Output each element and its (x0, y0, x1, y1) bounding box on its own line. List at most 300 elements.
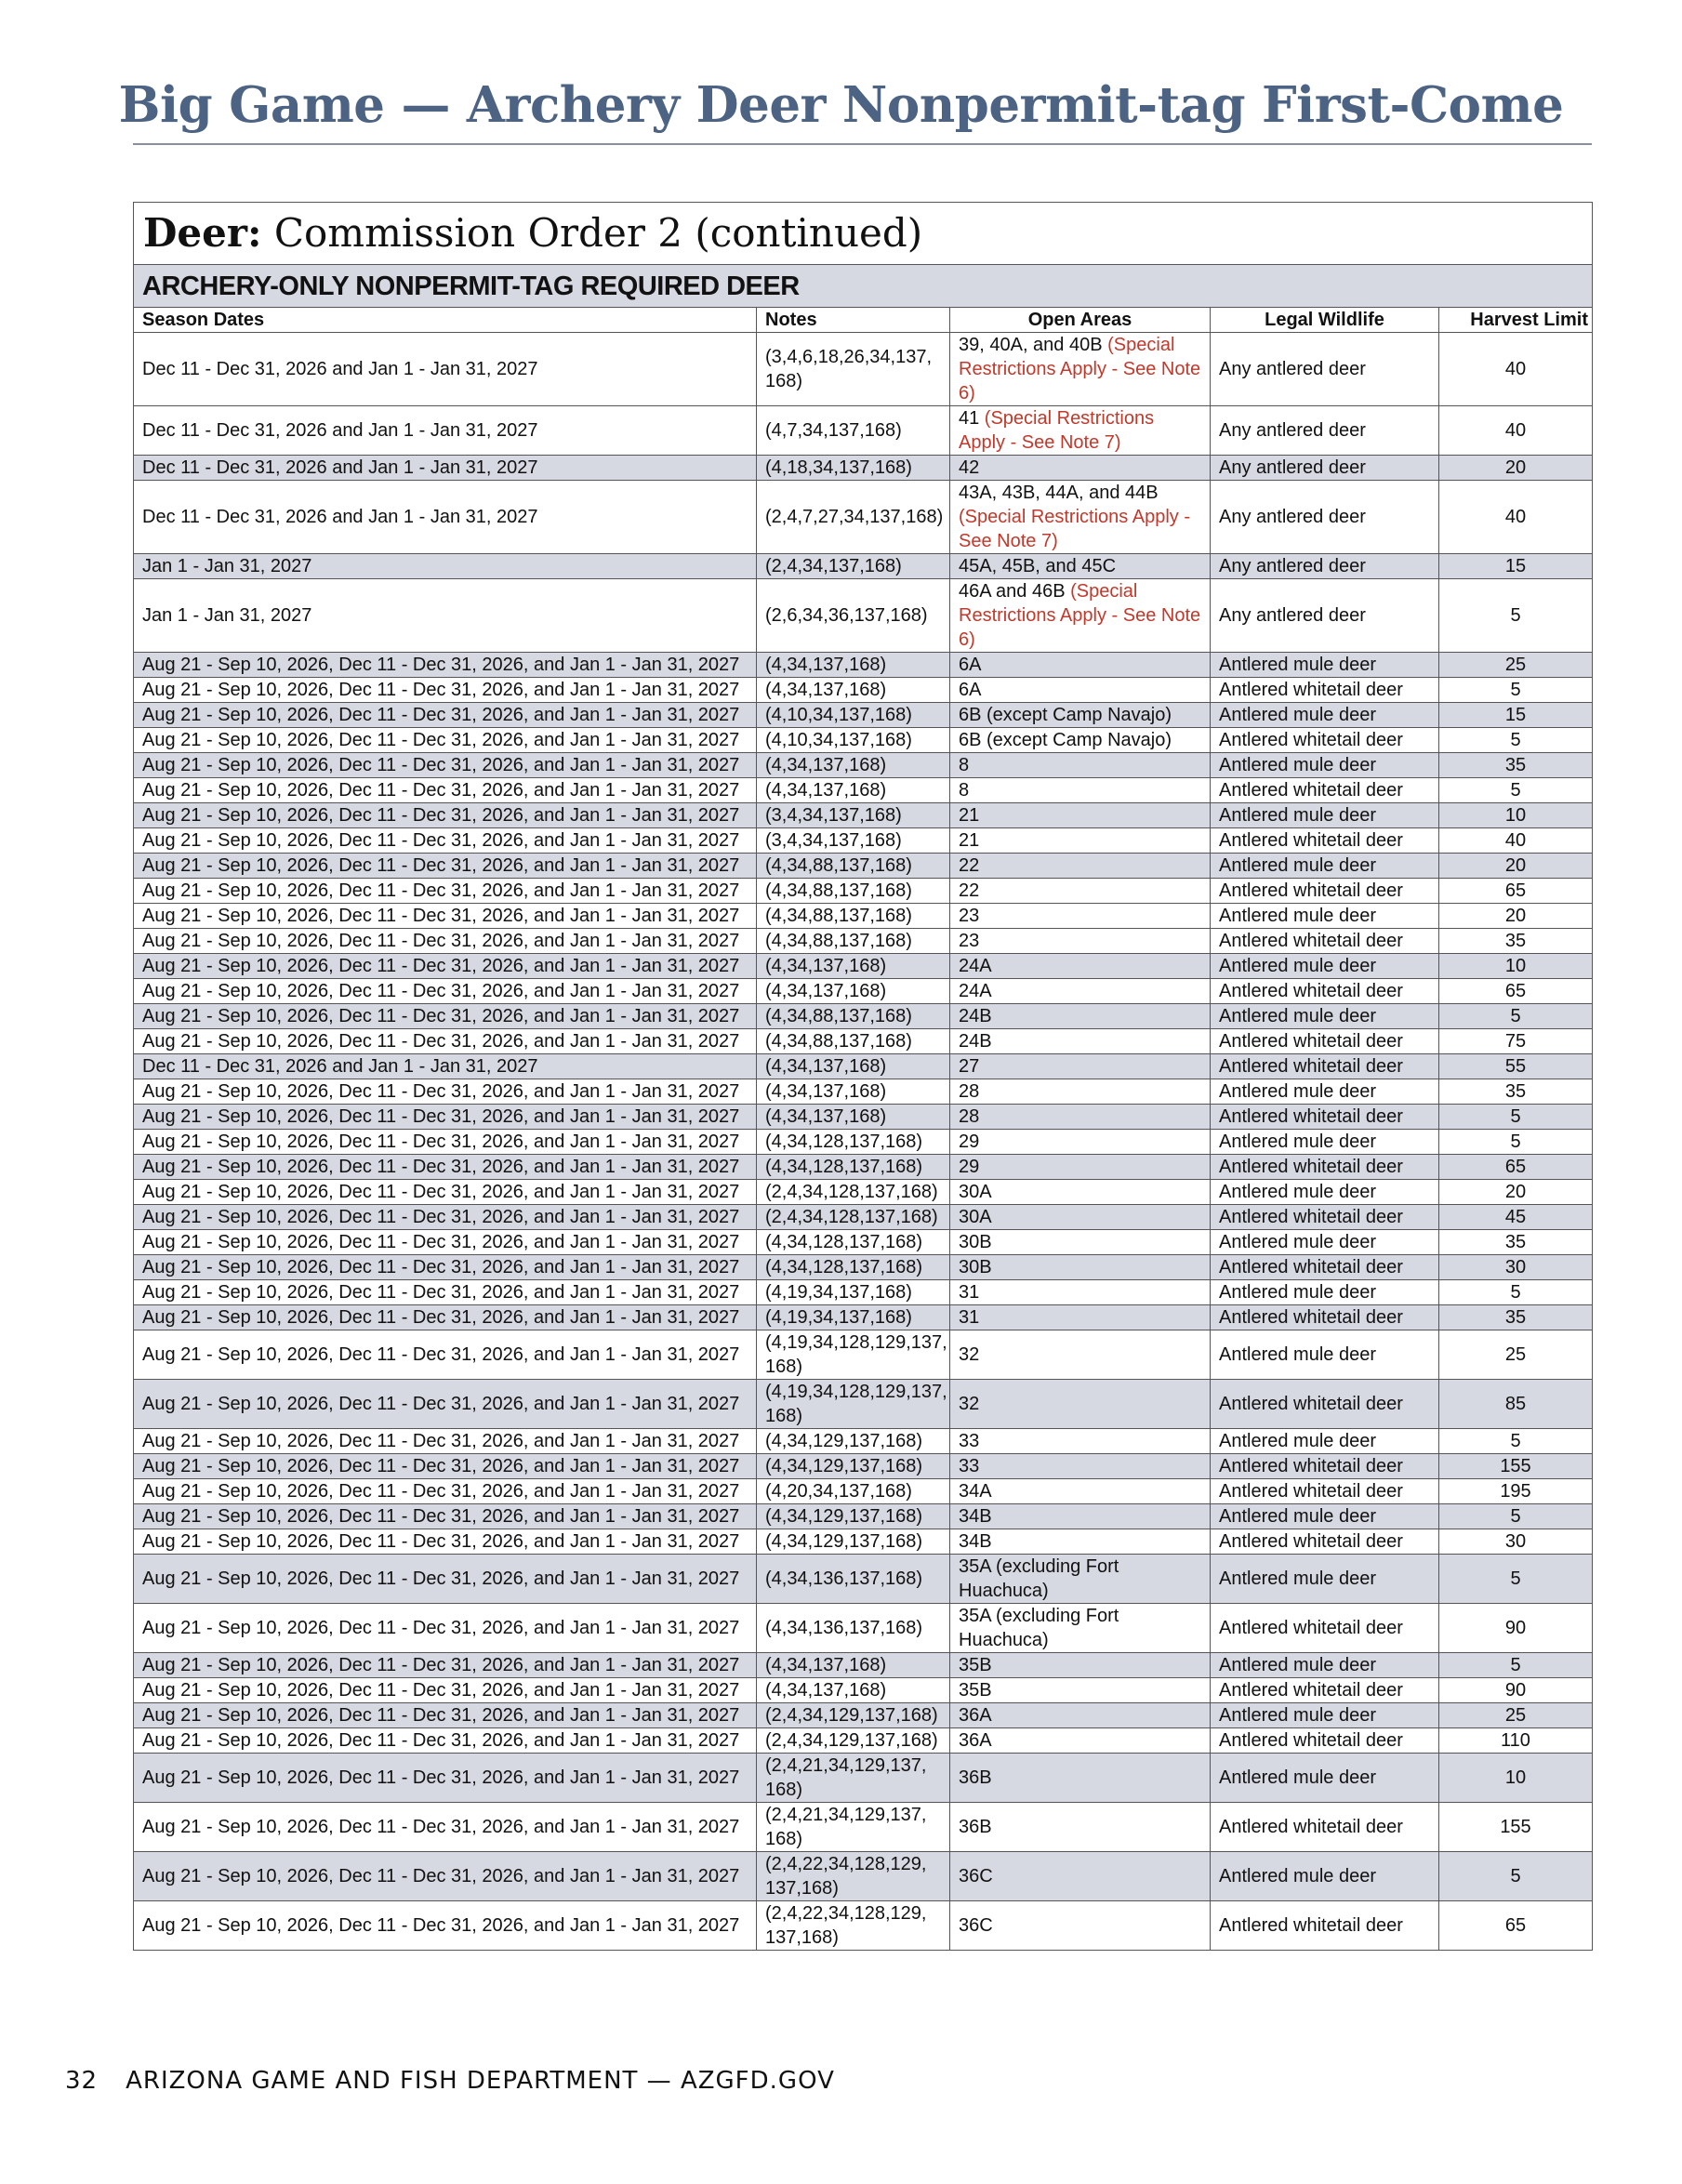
harvest-limit-cell: 155 (1439, 1454, 1593, 1479)
open-areas-cell (950, 1130, 1211, 1155)
open-area-label: 29 (959, 1132, 980, 1152)
table-title-row (134, 203, 1593, 265)
notes-cell: (4,34,137,168) (757, 954, 950, 979)
open-area-label: 30A (959, 1182, 992, 1202)
harvest-limit-cell: 65 (1439, 879, 1593, 904)
legal-wildlife-cell: Antlered mule deer (1211, 753, 1439, 778)
table-row (134, 1305, 1593, 1330)
open-area-label: 33 (959, 1456, 980, 1476)
open-area-label: 24A (959, 981, 992, 1001)
open-areas-cell (950, 728, 1211, 753)
season-dates-cell: Aug 21 - Sep 10, 2026, Dec 11 - Dec 31, 2026, and Jan 1 - Jan 31, 2027 (134, 1105, 757, 1130)
table-row (134, 1255, 1593, 1280)
notes-cell: (2,4,34,129,137,168) (757, 1728, 950, 1754)
harvest-limit-cell: 85 (1439, 1380, 1593, 1429)
harvest-limit-cell: 5 (1439, 1555, 1593, 1604)
open-area-label: 6A (959, 655, 982, 675)
harvest-limit-cell: 5 (1439, 579, 1593, 653)
harvest-limit-cell: 5 (1439, 1504, 1593, 1529)
legal-wildlife-cell: Antlered whitetail deer (1211, 728, 1439, 753)
open-area-label: 35B (959, 1655, 992, 1675)
harvest-limit-cell: 35 (1439, 929, 1593, 954)
legal-wildlife-cell: Antlered whitetail deer (1211, 1205, 1439, 1230)
open-area-label: 21 (959, 830, 980, 851)
open-area-label: 39, 40A, and 40B (959, 335, 1103, 355)
open-areas-cell (950, 333, 1211, 406)
harvest-limit-cell: 55 (1439, 1054, 1593, 1079)
open-area-label: 35A (excluding Fort Huachuca) (959, 1556, 1119, 1601)
page-footer (65, 2067, 835, 2095)
regulations-table (133, 202, 1593, 1951)
notes-cell: (4,10,34,137,168) (757, 703, 950, 728)
harvest-limit-cell: 40 (1439, 333, 1593, 406)
notes-cell: (4,34,129,137,168) (757, 1504, 950, 1529)
notes-cell: (4,19,34,128,129,137, 168) (757, 1380, 950, 1429)
open-area-label: 6B (except Camp Navajo) (959, 730, 1172, 750)
season-dates-cell: Aug 21 - Sep 10, 2026, Dec 11 - Dec 31, 2026, and Jan 1 - Jan 31, 2027 (134, 1504, 757, 1529)
notes-cell: (4,19,34,137,168) (757, 1305, 950, 1330)
notes-cell: (4,34,137,168) (757, 1054, 950, 1079)
season-dates-cell: Jan 1 - Jan 31, 2027 (134, 554, 757, 579)
harvest-limit-cell: 5 (1439, 1105, 1593, 1130)
open-areas-cell (950, 1555, 1211, 1604)
open-areas-cell (950, 1330, 1211, 1380)
harvest-limit-cell: 10 (1439, 803, 1593, 828)
open-areas-cell (950, 554, 1211, 579)
open-areas-cell (950, 1380, 1211, 1429)
open-area-label: 33 (959, 1431, 980, 1451)
notes-cell: (2,6,34,36,137,168) (757, 579, 950, 653)
season-dates-cell: Aug 21 - Sep 10, 2026, Dec 11 - Dec 31, 2026, and Jan 1 - Jan 31, 2027 (134, 1529, 757, 1555)
harvest-limit-cell: 40 (1439, 406, 1593, 456)
season-dates-cell: Aug 21 - Sep 10, 2026, Dec 11 - Dec 31, 2026, and Jan 1 - Jan 31, 2027 (134, 653, 757, 678)
notes-cell: (4,34,128,137,168) (757, 1255, 950, 1280)
table-row (134, 1155, 1593, 1180)
legal-wildlife-cell: Antlered whitetail deer (1211, 1479, 1439, 1504)
legal-wildlife-cell: Antlered whitetail deer (1211, 1454, 1439, 1479)
table-row (134, 753, 1593, 778)
special-restriction-note: (Special Restrictions Apply - See Note 7) (959, 408, 1155, 453)
legal-wildlife-cell: Antlered mule deer (1211, 1754, 1439, 1803)
open-area-label: 21 (959, 805, 980, 826)
harvest-limit-cell: 20 (1439, 854, 1593, 879)
open-area-label: 34B (959, 1506, 992, 1527)
open-area-label: 35A (excluding Fort Huachuca) (959, 1606, 1119, 1650)
harvest-limit-cell: 195 (1439, 1479, 1593, 1504)
open-area-label: 42 (959, 457, 980, 478)
legal-wildlife-cell: Antlered mule deer (1211, 1555, 1439, 1604)
open-area-label: 8 (959, 780, 970, 801)
notes-cell: (4,34,88,137,168) (757, 929, 950, 954)
table-row (134, 703, 1593, 728)
harvest-limit-cell: 45 (1439, 1205, 1593, 1230)
notes-cell: (4,34,137,168) (757, 753, 950, 778)
table-row (134, 1504, 1593, 1529)
season-dates-cell: Aug 21 - Sep 10, 2026, Dec 11 - Dec 31, 2026, and Jan 1 - Jan 31, 2027 (134, 1901, 757, 1951)
open-areas-cell (950, 1852, 1211, 1901)
table-row (134, 1380, 1593, 1429)
open-areas-cell (950, 406, 1211, 456)
harvest-limit-cell: 20 (1439, 456, 1593, 481)
notes-cell: (4,34,137,168) (757, 1678, 950, 1703)
season-dates-cell: Aug 21 - Sep 10, 2026, Dec 11 - Dec 31, 2026, and Jan 1 - Jan 31, 2027 (134, 1029, 757, 1054)
open-areas-cell (950, 1754, 1211, 1803)
table-row (134, 854, 1593, 879)
table-row (134, 1803, 1593, 1852)
season-dates-cell: Aug 21 - Sep 10, 2026, Dec 11 - Dec 31, 2026, and Jan 1 - Jan 31, 2027 (134, 678, 757, 703)
legal-wildlife-cell: Antlered whitetail deer (1211, 1029, 1439, 1054)
open-areas-cell (950, 1479, 1211, 1504)
legal-wildlife-cell: Antlered mule deer (1211, 803, 1439, 828)
table-row (134, 1901, 1593, 1951)
column-header-row (134, 308, 1593, 333)
season-dates-cell: Aug 21 - Sep 10, 2026, Dec 11 - Dec 31, 2026, and Jan 1 - Jan 31, 2027 (134, 1280, 757, 1305)
season-dates-cell: Aug 21 - Sep 10, 2026, Dec 11 - Dec 31, 2026, and Jan 1 - Jan 31, 2027 (134, 1330, 757, 1380)
legal-wildlife-cell: Antlered mule deer (1211, 954, 1439, 979)
legal-wildlife-cell: Antlered mule deer (1211, 703, 1439, 728)
harvest-limit-cell: 35 (1439, 1079, 1593, 1105)
notes-cell: (4,10,34,137,168) (757, 728, 950, 753)
open-area-label: 35B (959, 1680, 992, 1701)
legal-wildlife-cell: Antlered whitetail deer (1211, 1105, 1439, 1130)
harvest-limit-cell: 10 (1439, 1754, 1593, 1803)
legal-wildlife-cell: Antlered mule deer (1211, 1330, 1439, 1380)
open-area-label: 22 (959, 880, 980, 901)
legal-wildlife-cell: Antlered mule deer (1211, 1230, 1439, 1255)
harvest-limit-cell: 20 (1439, 904, 1593, 929)
season-dates-cell: Aug 21 - Sep 10, 2026, Dec 11 - Dec 31, 2026, and Jan 1 - Jan 31, 2027 (134, 1479, 757, 1504)
legal-wildlife-cell: Antlered whitetail deer (1211, 929, 1439, 954)
open-areas-cell (950, 1678, 1211, 1703)
harvest-limit-cell: 5 (1439, 1004, 1593, 1029)
notes-cell: (4,34,137,168) (757, 653, 950, 678)
table-body (134, 333, 1593, 1951)
open-area-label: 24B (959, 1006, 992, 1026)
legal-wildlife-cell: Antlered whitetail deer (1211, 979, 1439, 1004)
table-row (134, 1280, 1593, 1305)
legal-wildlife-cell: Antlered whitetail deer (1211, 1529, 1439, 1555)
open-areas-cell (950, 879, 1211, 904)
notes-cell: (4,34,137,168) (757, 1653, 950, 1678)
notes-cell: (4,34,137,168) (757, 778, 950, 803)
open-area-label: 23 (959, 906, 980, 926)
special-restriction-note: (Special Restrictions Apply - See Note 6) (959, 581, 1201, 650)
notes-cell: (4,34,129,137,168) (757, 1454, 950, 1479)
open-area-label: 24A (959, 956, 992, 976)
notes-cell: (2,4,34,128,137,168) (757, 1205, 950, 1230)
open-areas-cell (950, 1604, 1211, 1653)
open-areas-cell (950, 1305, 1211, 1330)
open-areas-cell (950, 678, 1211, 703)
season-dates-cell: Aug 21 - Sep 10, 2026, Dec 11 - Dec 31, 2026, and Jan 1 - Jan 31, 2027 (134, 1380, 757, 1429)
table-row (134, 1205, 1593, 1230)
open-areas-cell (950, 1004, 1211, 1029)
legal-wildlife-cell: Antlered mule deer (1211, 1703, 1439, 1728)
legal-wildlife-cell: Antlered whitetail deer (1211, 1901, 1439, 1951)
table-row (134, 879, 1593, 904)
regulations-table-container (133, 202, 1592, 1951)
legal-wildlife-cell: Antlered mule deer (1211, 1130, 1439, 1155)
open-area-label: 23 (959, 931, 980, 951)
harvest-limit-cell: 5 (1439, 1852, 1593, 1901)
legal-wildlife-cell: Any antlered deer (1211, 579, 1439, 653)
page-title: Big Game — Archery Deer Nonpermit-tag First-Come (118, 76, 1564, 134)
legal-wildlife-cell: Antlered mule deer (1211, 653, 1439, 678)
season-dates-cell: Aug 21 - Sep 10, 2026, Dec 11 - Dec 31, 2026, and Jan 1 - Jan 31, 2027 (134, 1205, 757, 1230)
table-row (134, 1429, 1593, 1454)
legal-wildlife-cell: Antlered whitetail deer (1211, 1728, 1439, 1754)
harvest-limit-cell: 15 (1439, 554, 1593, 579)
open-area-label: 29 (959, 1157, 980, 1177)
harvest-limit-cell: 35 (1439, 1305, 1593, 1330)
notes-cell: (4,34,88,137,168) (757, 1029, 950, 1054)
harvest-limit-cell: 35 (1439, 1230, 1593, 1255)
table-row (134, 1029, 1593, 1054)
season-dates-cell: Aug 21 - Sep 10, 2026, Dec 11 - Dec 31, 2026, and Jan 1 - Jan 31, 2027 (134, 854, 757, 879)
open-area-label: 34A (959, 1481, 992, 1502)
notes-cell: (3,4,6,18,26,34,137, 168) (757, 333, 950, 406)
table-row (134, 579, 1593, 653)
title-divider (133, 143, 1592, 145)
open-areas-cell (950, 703, 1211, 728)
table-row (134, 1180, 1593, 1205)
open-areas-cell (950, 1653, 1211, 1678)
notes-cell: (4,7,34,137,168) (757, 406, 950, 456)
legal-wildlife-cell: Antlered mule deer (1211, 904, 1439, 929)
notes-cell: (4,34,137,168) (757, 678, 950, 703)
open-area-label: 36A (959, 1730, 992, 1751)
legal-wildlife-cell: Antlered mule deer (1211, 854, 1439, 879)
table-row (134, 904, 1593, 929)
open-area-label: 31 (959, 1282, 980, 1303)
harvest-limit-cell: 25 (1439, 1703, 1593, 1728)
harvest-limit-cell: 30 (1439, 1255, 1593, 1280)
table-row (134, 803, 1593, 828)
harvest-limit-cell: 40 (1439, 481, 1593, 554)
harvest-limit-cell: 65 (1439, 1901, 1593, 1951)
open-areas-cell (950, 1454, 1211, 1479)
table-row (134, 929, 1593, 954)
open-areas-cell (950, 854, 1211, 879)
open-area-label: 27 (959, 1056, 980, 1077)
table-row (134, 653, 1593, 678)
notes-cell: (2,4,22,34,128,129, 137,168) (757, 1852, 950, 1901)
season-dates-cell: Aug 21 - Sep 10, 2026, Dec 11 - Dec 31, 2026, and Jan 1 - Jan 31, 2027 (134, 1678, 757, 1703)
table-row (134, 954, 1593, 979)
column-header-notes: Notes (757, 308, 950, 333)
legal-wildlife-cell: Antlered mule deer (1211, 1079, 1439, 1105)
open-areas-cell (950, 1280, 1211, 1305)
footer-text: ARIZONA GAME AND FISH DEPARTMENT — AZGFD.GOV (126, 2067, 835, 2095)
legal-wildlife-cell: Antlered mule deer (1211, 1653, 1439, 1678)
column-header-open-areas: Open Areas (950, 308, 1211, 333)
table-title-bold: Deer: (143, 210, 262, 256)
season-dates-cell: Aug 21 - Sep 10, 2026, Dec 11 - Dec 31, 2026, and Jan 1 - Jan 31, 2027 (134, 1803, 757, 1852)
notes-cell: (4,34,88,137,168) (757, 854, 950, 879)
column-header-harvest-limit: Harvest Limit (1439, 308, 1593, 333)
open-area-label: 36B (959, 1817, 992, 1837)
legal-wildlife-cell: Antlered mule deer (1211, 1180, 1439, 1205)
table-row (134, 456, 1593, 481)
table-row (134, 678, 1593, 703)
notes-cell: (2,4,34,129,137,168) (757, 1703, 950, 1728)
page-number: 32 (65, 2067, 99, 2095)
open-area-label: 28 (959, 1106, 980, 1127)
open-area-label: 36C (959, 1866, 993, 1886)
open-areas-cell (950, 579, 1211, 653)
section-title: ARCHERY-ONLY NONPERMIT-TAG REQUIRED DEER (134, 265, 1593, 308)
open-areas-cell (950, 929, 1211, 954)
notes-cell: (4,18,34,137,168) (757, 456, 950, 481)
season-dates-cell: Aug 21 - Sep 10, 2026, Dec 11 - Dec 31, 2026, and Jan 1 - Jan 31, 2027 (134, 1079, 757, 1105)
open-areas-cell (950, 1029, 1211, 1054)
notes-cell: (4,34,128,137,168) (757, 1155, 950, 1180)
season-dates-cell: Aug 21 - Sep 10, 2026, Dec 11 - Dec 31, 2026, and Jan 1 - Jan 31, 2027 (134, 1004, 757, 1029)
harvest-limit-cell: 5 (1439, 778, 1593, 803)
special-restriction-note: (Special Restrictions Apply - See Note 6) (959, 335, 1201, 404)
season-dates-cell: Aug 21 - Sep 10, 2026, Dec 11 - Dec 31, 2026, and Jan 1 - Jan 31, 2027 (134, 1429, 757, 1454)
open-area-label: 8 (959, 755, 970, 775)
season-dates-cell: Aug 21 - Sep 10, 2026, Dec 11 - Dec 31, 2026, and Jan 1 - Jan 31, 2027 (134, 1255, 757, 1280)
table-row (134, 778, 1593, 803)
table-row (134, 1604, 1593, 1653)
notes-cell: (2,4,34,128,137,168) (757, 1180, 950, 1205)
notes-cell: (4,34,88,137,168) (757, 1004, 950, 1029)
column-header-legal-wildlife: Legal Wildlife (1211, 308, 1439, 333)
open-areas-cell (950, 1155, 1211, 1180)
table-row (134, 1230, 1593, 1255)
notes-cell: (2,4,22,34,128,129, 137,168) (757, 1901, 950, 1951)
open-area-label: 28 (959, 1081, 980, 1102)
harvest-limit-cell: 15 (1439, 703, 1593, 728)
legal-wildlife-cell: Antlered whitetail deer (1211, 828, 1439, 854)
season-dates-cell: Aug 21 - Sep 10, 2026, Dec 11 - Dec 31, 2026, and Jan 1 - Jan 31, 2027 (134, 1604, 757, 1653)
notes-cell: (3,4,34,137,168) (757, 803, 950, 828)
harvest-limit-cell: 20 (1439, 1180, 1593, 1205)
notes-cell: (2,4,21,34,129,137, 168) (757, 1803, 950, 1852)
table-title (134, 203, 1593, 265)
open-area-label: 30A (959, 1207, 992, 1227)
open-areas-cell (950, 1205, 1211, 1230)
season-dates-cell: Dec 11 - Dec 31, 2026 and Jan 1 - Jan 31, 2027 (134, 333, 757, 406)
table-row (134, 1479, 1593, 1504)
table-row (134, 1555, 1593, 1604)
open-area-label: 32 (959, 1344, 980, 1365)
harvest-limit-cell: 5 (1439, 678, 1593, 703)
open-areas-cell (950, 1901, 1211, 1951)
legal-wildlife-cell: Antlered whitetail deer (1211, 1803, 1439, 1852)
legal-wildlife-cell: Antlered whitetail deer (1211, 1604, 1439, 1653)
notes-cell: (4,34,137,168) (757, 1105, 950, 1130)
open-area-label: 45A, 45B, and 45C (959, 556, 1117, 576)
season-dates-cell: Dec 11 - Dec 31, 2026 and Jan 1 - Jan 31, 2027 (134, 1054, 757, 1079)
open-area-label: 34B (959, 1531, 992, 1552)
notes-cell: (4,34,137,168) (757, 979, 950, 1004)
notes-cell: (4,34,137,168) (757, 1079, 950, 1105)
table-row (134, 1330, 1593, 1380)
notes-cell: (4,19,34,137,168) (757, 1280, 950, 1305)
season-dates-cell: Aug 21 - Sep 10, 2026, Dec 11 - Dec 31, 2026, and Jan 1 - Jan 31, 2027 (134, 1754, 757, 1803)
table-row (134, 1703, 1593, 1728)
table-row (134, 979, 1593, 1004)
open-areas-cell (950, 753, 1211, 778)
open-areas-cell (950, 954, 1211, 979)
legal-wildlife-cell: Any antlered deer (1211, 481, 1439, 554)
harvest-limit-cell: 155 (1439, 1803, 1593, 1852)
table-row (134, 1529, 1593, 1555)
table-row (134, 828, 1593, 854)
harvest-limit-cell: 5 (1439, 728, 1593, 753)
legal-wildlife-cell: Any antlered deer (1211, 554, 1439, 579)
season-dates-cell: Dec 11 - Dec 31, 2026 and Jan 1 - Jan 31, 2027 (134, 456, 757, 481)
table-row (134, 1454, 1593, 1479)
legal-wildlife-cell: Antlered whitetail deer (1211, 1678, 1439, 1703)
open-areas-cell (950, 1255, 1211, 1280)
harvest-limit-cell: 40 (1439, 828, 1593, 854)
open-area-label: 41 (959, 408, 980, 429)
legal-wildlife-cell: Antlered mule deer (1211, 1852, 1439, 1901)
open-area-label: 43A, 43B, 44A, and 44B (959, 483, 1159, 503)
open-area-label: 36C (959, 1915, 993, 1936)
open-areas-cell (950, 1728, 1211, 1754)
legal-wildlife-cell: Antlered mule deer (1211, 1004, 1439, 1029)
open-areas-cell (950, 1803, 1211, 1852)
legal-wildlife-cell: Any antlered deer (1211, 333, 1439, 406)
season-dates-cell: Aug 21 - Sep 10, 2026, Dec 11 - Dec 31, 2026, and Jan 1 - Jan 31, 2027 (134, 1728, 757, 1754)
notes-cell: (2,4,34,137,168) (757, 554, 950, 579)
season-dates-cell: Aug 21 - Sep 10, 2026, Dec 11 - Dec 31, 2026, and Jan 1 - Jan 31, 2027 (134, 778, 757, 803)
open-area-label: 30B (959, 1232, 992, 1252)
open-areas-cell (950, 1703, 1211, 1728)
open-areas-cell (950, 1180, 1211, 1205)
harvest-limit-cell: 25 (1439, 653, 1593, 678)
harvest-limit-cell: 10 (1439, 954, 1593, 979)
table-row (134, 728, 1593, 753)
season-dates-cell: Aug 21 - Sep 10, 2026, Dec 11 - Dec 31, 2026, and Jan 1 - Jan 31, 2027 (134, 803, 757, 828)
legal-wildlife-cell: Antlered mule deer (1211, 1280, 1439, 1305)
legal-wildlife-cell: Antlered whitetail deer (1211, 1255, 1439, 1280)
notes-cell: (4,34,88,137,168) (757, 904, 950, 929)
legal-wildlife-cell: Antlered whitetail deer (1211, 1380, 1439, 1429)
notes-cell: (3,4,34,137,168) (757, 828, 950, 854)
season-dates-cell: Aug 21 - Sep 10, 2026, Dec 11 - Dec 31, 2026, and Jan 1 - Jan 31, 2027 (134, 828, 757, 854)
open-areas-cell (950, 904, 1211, 929)
harvest-limit-cell: 30 (1439, 1529, 1593, 1555)
open-areas-cell (950, 1054, 1211, 1079)
table-row (134, 1653, 1593, 1678)
open-area-label: 22 (959, 855, 980, 876)
open-area-label: 6A (959, 680, 982, 700)
season-dates-cell: Aug 21 - Sep 10, 2026, Dec 11 - Dec 31, 2026, and Jan 1 - Jan 31, 2027 (134, 1305, 757, 1330)
open-areas-cell (950, 1230, 1211, 1255)
notes-cell: (4,20,34,137,168) (757, 1479, 950, 1504)
table-row (134, 1754, 1593, 1803)
notes-cell: (4,34,136,137,168) (757, 1555, 950, 1604)
season-dates-cell: Aug 21 - Sep 10, 2026, Dec 11 - Dec 31, 2026, and Jan 1 - Jan 31, 2027 (134, 879, 757, 904)
harvest-limit-cell: 90 (1439, 1604, 1593, 1653)
season-dates-cell: Aug 21 - Sep 10, 2026, Dec 11 - Dec 31, 2026, and Jan 1 - Jan 31, 2027 (134, 1454, 757, 1479)
season-dates-cell: Aug 21 - Sep 10, 2026, Dec 11 - Dec 31, 2026, and Jan 1 - Jan 31, 2027 (134, 703, 757, 728)
notes-cell: (2,4,7,27,34,137,168) (757, 481, 950, 554)
table-row (134, 1079, 1593, 1105)
table-row (134, 406, 1593, 456)
open-areas-cell (950, 1529, 1211, 1555)
legal-wildlife-cell: Antlered whitetail deer (1211, 1305, 1439, 1330)
notes-cell: (4,34,128,137,168) (757, 1130, 950, 1155)
harvest-limit-cell: 90 (1439, 1678, 1593, 1703)
legal-wildlife-cell: Any antlered deer (1211, 406, 1439, 456)
harvest-limit-cell: 110 (1439, 1728, 1593, 1754)
